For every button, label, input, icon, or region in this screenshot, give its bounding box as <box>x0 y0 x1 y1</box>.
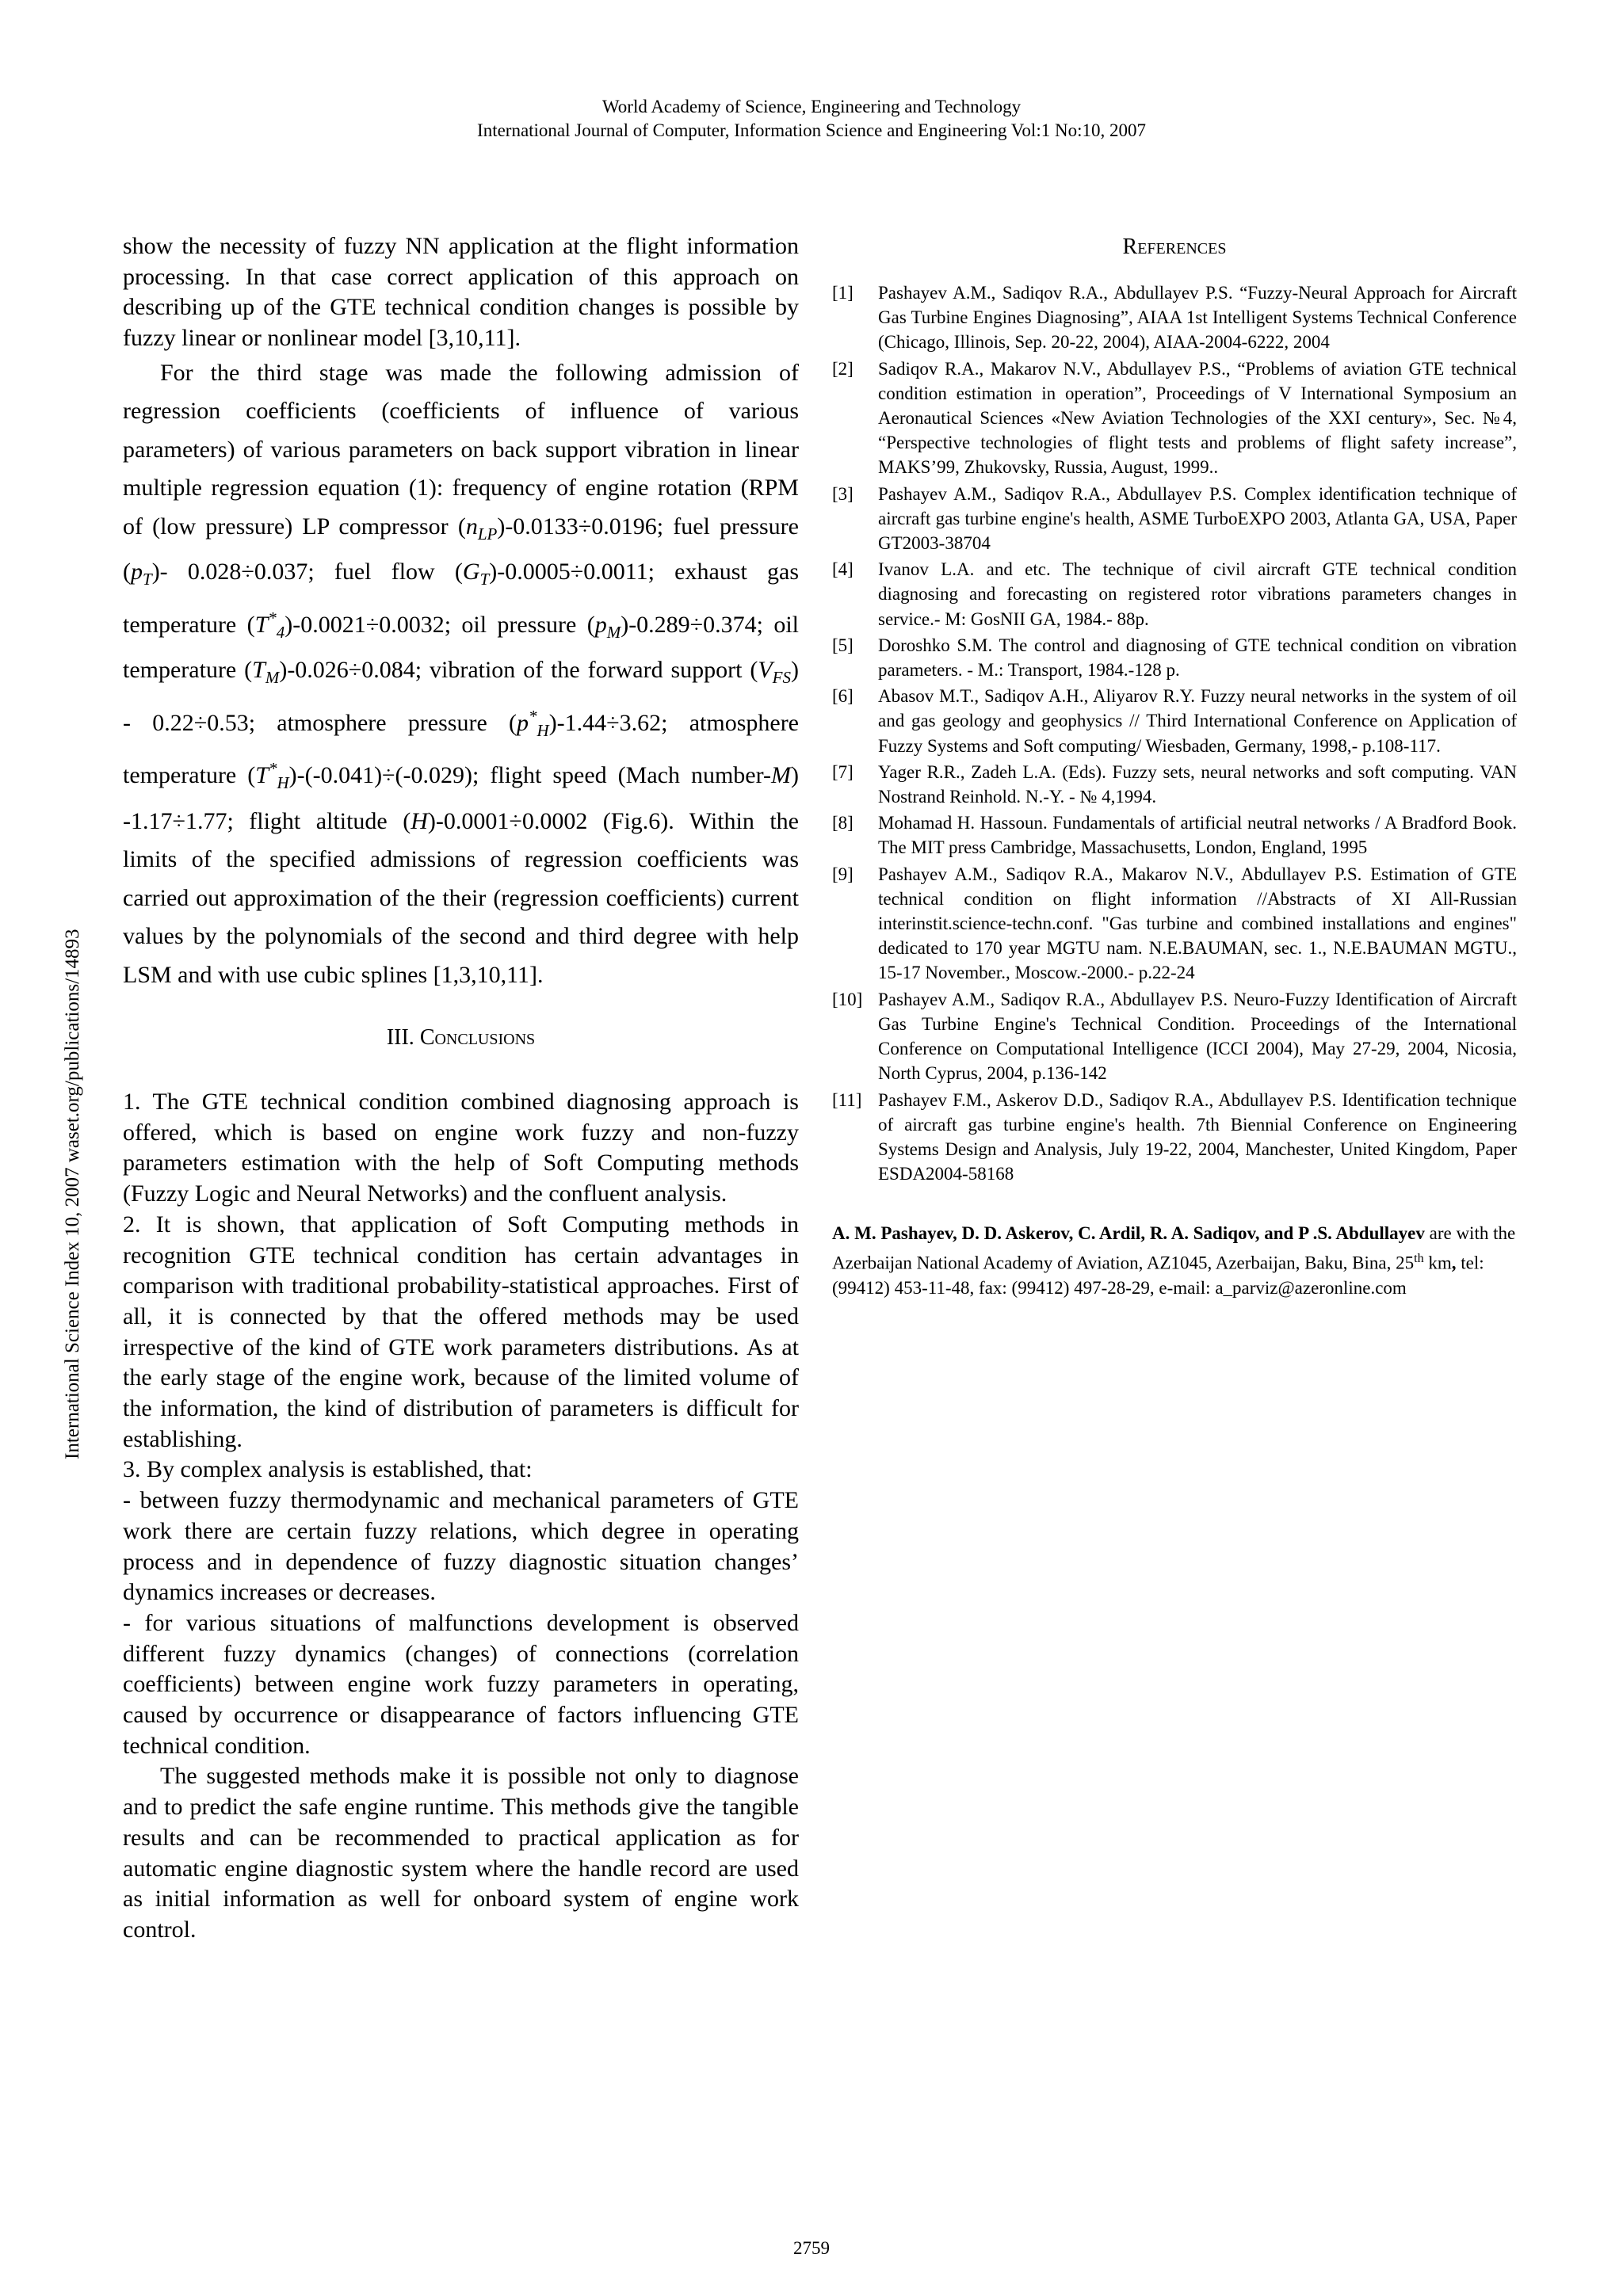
symbol-pT: $p_T$ <box>131 559 152 589</box>
symbol-pM: $p_M$ <box>594 611 621 642</box>
reference-item <box>832 760 1517 809</box>
reference-item <box>832 280 1517 355</box>
symbol-VFS: $V_{FS}$ <box>758 657 791 688</box>
symbol-TH: $T^*_H$ <box>255 759 289 793</box>
reference-item <box>832 987 1517 1086</box>
left-column <box>123 231 799 1946</box>
symbol-pH: $p^*_H$ <box>517 706 549 740</box>
symbol-M: M <box>770 762 791 789</box>
conclusion-3: 3. By complex analysis is established, that: <box>123 1456 533 1483</box>
header-line-1: World Academy of Science, Engineering and Technology <box>601 97 1022 116</box>
reference-number: [2] <box>832 358 854 379</box>
reference-number: [11] <box>832 1089 862 1110</box>
reference-number: [8] <box>832 813 854 833</box>
reference-text: Pashayev A.M., Sadiqov R.A., Abdullayev P.S. Complex identification technique of aircraft gas turbine engine's health, ASME TurboEXPO 2003, Atlanta GA, USA, Paper GT2003-38704 <box>878 483 1517 554</box>
journal-header <box>0 95 1623 143</box>
conclusion-4: The suggested methods make it is possible not only to diagnose and to predict the safe engine runtime. This methods give the tangible results and can be recommended to practical application as for automatic engine diagnostic system where the handle record are used as initial information as well for onboard system of engine work control. <box>123 1763 799 1943</box>
reference-item <box>832 684 1517 758</box>
reference-number: [3] <box>832 483 854 504</box>
reference-text: Ivanov L.A. and etc. The technique of civil aircraft GTE technical condition diagnosing and forecasting on registered rotor vibrations parameters changes in service.- M: GosNII GA, 1984.- 88p. <box>878 559 1517 629</box>
reference-number: [9] <box>832 864 854 884</box>
right-column <box>832 231 1517 1300</box>
vertical-citation-text: International Science Index 10, 2007 waset.org/publications/14893 <box>62 929 83 1459</box>
header-line-2: International Journal of Computer, Information Science and Engineering Vol:1 No:10, 2007 <box>477 120 1146 140</box>
reference-item <box>832 557 1517 631</box>
reference-item <box>832 633 1517 682</box>
conclusion-3a: - between fuzzy thermodynamic and mechanical parameters of GTE work there are certain fuzzy relations, which degree in operating process and in dependence of fuzzy diagnostic situation changes’ dynamics increases or decreases. <box>123 1487 799 1606</box>
reference-item <box>832 482 1517 556</box>
reference-item <box>832 357 1517 480</box>
section-heading-conclusions: III. Conclusions <box>386 1025 536 1051</box>
reference-item <box>832 862 1517 986</box>
author-affiliation: A. M. Pashayev, D. D. Askerov, C. Ardil, R. A. Sadiqov, and P .S. Abdullayev are with the Azerbaijan National Academy of Aviation, AZ1045, Azerbaijan, Baku, Bina, 25th km, tel: (99412) 453-11-48, fax: (99412) 497-28-29, e-mail: a_parviz@azeronline.com <box>832 1223 1516 1298</box>
reference-text: Yager R.R., Zadeh L.A. (Eds). Fuzzy sets, neural networks and soft computing. VAN Nostrand Reinhold. N.-Y. - № 4,1994. <box>878 761 1517 807</box>
paragraph-2: For the third stage was made the following admission of regression coefficients (coefficients of influence of various parameters) of various parameters on back support vibration in linear multiple regression equation (1): frequency of engine rotation (RPM of (low pressure) LP compressor $(n_{LP})-0.0133\div 0.0196$; fuel pressure $(p_T)-$ 0.028÷0.037; fuel flow $(G_T)-0.0005\div 0.0011$; exhaust gas temperature $(T^*_4)-0.0021\div 0.0032$; oil pressure $(p_M)-0.289\div 0.374$; oil temperature $(T_M)-0.026\div 0.084$; vibration of the forward support $(V_{FS}) - 0.22\div 0.53$; atmosphere pressure $(p^*_H)-1.44\div 3.62$; atmosphere temperature $(T^*_H)-(-0.041)\div(-0.029)$; flight speed (Mach number-M) -1.17÷1.77; flight altitude (H)-0.0001÷0.0002 (Fig.6). Within the limits of the specified admissions of regression coefficients was carried out approximation of the their (regression coefficients) current values by the polynomials of the second and third degree with help LSM and with use cubic splines [1,3,10,11]. <box>123 359 799 988</box>
reference-number: [10] <box>832 989 863 1009</box>
reference-text: Doroshko S.M. The control and diagnosing of GTE technical condition on vibration parameters. - M.: Transport, 1984.-128 p. <box>878 635 1517 681</box>
reference-item <box>832 1088 1517 1187</box>
symbol-TM: $T_M$ <box>252 657 280 688</box>
reference-number: [5] <box>832 635 854 655</box>
reference-number: [7] <box>832 761 854 782</box>
conclusion-3b: - for various situations of malfunctions development is observed different fuzzy dynamics (changes) of connections (correlation coefficients) between engine work fuzzy parameters in operating, caused by occurrence or disappearance of factors influencing GTE technical condition. <box>123 1609 799 1759</box>
symbol-T4: $T^*_4$ <box>254 608 285 642</box>
reference-number: [6] <box>832 686 854 707</box>
symbol-H: H <box>411 807 428 834</box>
reference-text: Pashayev A.M., Sadiqov R.A., Makarov N.V., Abdullayev P.S. Estimation of GTE technical condition on flight information //Abstracts of XI All-Russian interinstit.science-techn.conf. "Gas turbine and combined installations and engines" dedicated to 170 year MGTU nam. N.E.BAUMAN, sec. 1., N.E.BAUMAN MGTU., 15-17 November., Moscow.-2000.- p.22-24 <box>878 864 1517 983</box>
reference-text: Abasov M.T., Sadiqov A.H., Aliyarov R.Y. Fuzzy neural networks in the system of oil and gas geology and geophysics // Third International Conference on Application of Fuzzy Systems and Soft computing/ Wiesbaden, Germany, 1998,- p.108-117. <box>878 686 1517 756</box>
author-names: A. M. Pashayev, D. D. Askerov, C. Ardil, R. A. Sadiqov, and P .S. Abdullayev <box>832 1223 1425 1244</box>
reference-text: Pashayev A.M., Sadiqov R.A., Abdullayev P.S. Neuro-Fuzzy Identification of Aircraft Gas Turbine Engine's Technical Condition. Proceedings of the International Conference on Computational Intelligence (ICCI 2004), May 27-29, 2004, Nicosia, North Cyprus, 2004, p.136-142 <box>878 989 1517 1084</box>
symbol-nLP: $n_{LP}$ <box>465 513 498 543</box>
references-heading: References <box>1122 235 1227 259</box>
reference-number: [4] <box>832 559 854 580</box>
page-number: 2759 <box>793 2238 830 2258</box>
conclusion-2: 2. It is shown, that application of Soft Computing methods in recognition GTE technical condition has certain advantages in comparison with traditional probability-statistical approaches. First of all, it is connected by that the offered methods may be used irrespective of the kind of GTE work parameters distributions. As at the early stage of the engine work, because of the limited volume of the information, the kind of distribution of parameters is difficult for establishing. <box>123 1211 799 1452</box>
reference-number: [1] <box>832 283 854 303</box>
references-list <box>832 280 1517 1186</box>
reference-text: Pashayev A.M., Sadiqov R.A., Abdullayev P.S. “Fuzzy-Neural Approach for Aircraft Gas Turbine Engines Diagnosing”, AIAA 1st Intelligent Systems Technical Conference (Chicago, Illinois, Sep. 20-22, 2004), AIAA-2004-6222, 2004 <box>878 283 1517 353</box>
conclusion-1: 1. The GTE technical condition combined diagnosing approach is offered, which is based on engine work fuzzy and non-fuzzy parameters estimation with the help of Soft Computing methods (Fuzzy Logic and Neural Networks) and the confluent analysis. <box>123 1089 799 1207</box>
paragraph-1: show the necessity of fuzzy NN application at the flight information processing. In that case correct application of this approach on describing up of the GTE technical condition changes is possible by fuzzy linear or nonlinear model [3,10,11]. <box>123 233 799 352</box>
reference-text: Sadiqov R.A., Makarov N.V., Abdullayev P.S., “Problems of aviation GTE technical condition estimation in operation”, Proceedings of V International Symposium an Aeronautical Sciences «New Aviation Technologies of the XXI century», Sec. №4, “Perspective technologies of flight tests and problems of flight safety increase”, MAKS’99, Zhukovsky, Russia, August, 1999.. <box>878 358 1517 478</box>
reference-text: Pashayev F.M., Askerov D.D., Sadiqov R.A., Abdullayev P.S. Identification technique of aircraft gas turbine engine's health. 7th Biennial Conference on Engineering Systems Design and Analysis, July 19-22, 2004, Manchester, United Kingdom, Paper ESDA2004-58168 <box>878 1089 1517 1184</box>
symbol-GT: $G_T$ <box>462 559 490 589</box>
reference-item <box>832 810 1517 860</box>
reference-text: Mohamad H. Hassoun. Fundamentals of artificial neutral networks / A Bradford Book. The MIT press Cambridge, Massachusetts, London, England, 1995 <box>878 813 1517 858</box>
